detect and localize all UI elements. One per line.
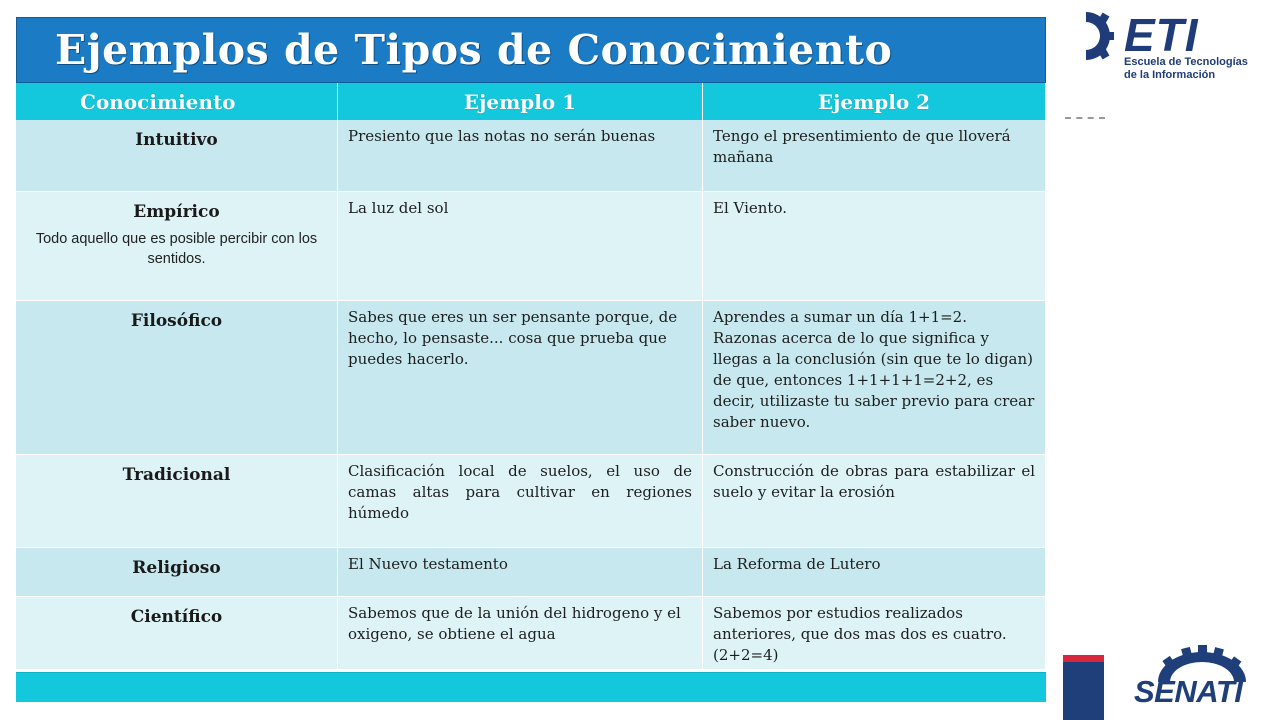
- example-2-cell: La Reforma de Lutero: [703, 548, 1046, 597]
- example-1-cell: Sabemos que de la unión del hidrogeno y el oxigeno, se obtiene el agua: [338, 597, 703, 670]
- example-2-cell: Aprendes a sumar un día 1+1=2. Razonas acerca de lo que significa y llegas a la conclusión (sin que te lo digan) de que, entonces 1+1+1+1=2+2, es decir, utilizaste tu saber previo para crear saber nuevo.: [703, 301, 1046, 455]
- example-2-cell: Construcción de obras para estabilizar el suelo y evitar la erosión: [703, 455, 1046, 548]
- gear-icon: [1080, 6, 1120, 66]
- table-grid: [16, 83, 1046, 670]
- example-2-cell: Tengo el presentimiento de que lloverá mañana: [703, 120, 1046, 192]
- knowledge-name: Científico: [130, 607, 223, 627]
- header-ejemplo-1: Ejemplo 1: [338, 83, 703, 120]
- knowledge-description: Todo aquello que es posible percibir con los sentidos.: [35, 231, 318, 267]
- senati-logo-text: SENATI: [1134, 674, 1243, 709]
- knowledge-name: Tradicional: [122, 465, 231, 485]
- table-footer-bar: [16, 672, 1046, 702]
- knowledge-name: Filosófico: [130, 311, 223, 331]
- eti-logo-text: ETI: [1124, 9, 1199, 61]
- knowledge-types-table: [16, 17, 1046, 702]
- knowledge-cell: [16, 192, 338, 301]
- knowledge-cell: [16, 455, 338, 548]
- example-1-cell: La luz del sol: [338, 192, 703, 301]
- example-1-cell: Sabes que eres un ser pensante porque, de hecho, lo pensaste... cosa que prueba que puedes hacerlo.: [338, 301, 703, 455]
- knowledge-name: Empírico: [133, 202, 220, 222]
- example-2-cell: Sabemos por estudios realizados anteriores, que dos mas dos es cuatro. (2+2=4): [703, 597, 1046, 670]
- title-bar: [16, 17, 1046, 83]
- page-title: Ejemplos de Tipos de Conocimiento: [55, 26, 893, 74]
- example-2-cell: El Viento.: [703, 192, 1046, 301]
- header-conocimiento: Conocimiento: [16, 83, 338, 120]
- eti-logo: [1080, 6, 1280, 86]
- dashed-divider: [1065, 117, 1105, 119]
- knowledge-cell: [16, 301, 338, 455]
- header-ejemplo-2: Ejemplo 2: [703, 83, 1046, 120]
- knowledge-cell: [16, 597, 338, 670]
- knowledge-name: Intuitivo: [135, 130, 218, 150]
- eti-logo-subtitle: [1124, 56, 1248, 82]
- eti-subtitle-line-1: Escuela de Tecnologías: [1124, 56, 1248, 68]
- eti-subtitle-line-2: de la Información: [1124, 69, 1216, 81]
- knowledge-cell: [16, 120, 338, 192]
- example-1-cell: Clasificación local de suelos, el uso de camas altas para cultivar en regiones húmedo: [338, 455, 703, 548]
- example-1-cell: Presiento que las notas no serán buenas: [338, 120, 703, 192]
- senati-logo: [1130, 644, 1275, 716]
- knowledge-cell: [16, 548, 338, 597]
- decorative-bar: [1063, 655, 1104, 720]
- example-1-cell: El Nuevo testamento: [338, 548, 703, 597]
- knowledge-name: Religioso: [132, 558, 221, 578]
